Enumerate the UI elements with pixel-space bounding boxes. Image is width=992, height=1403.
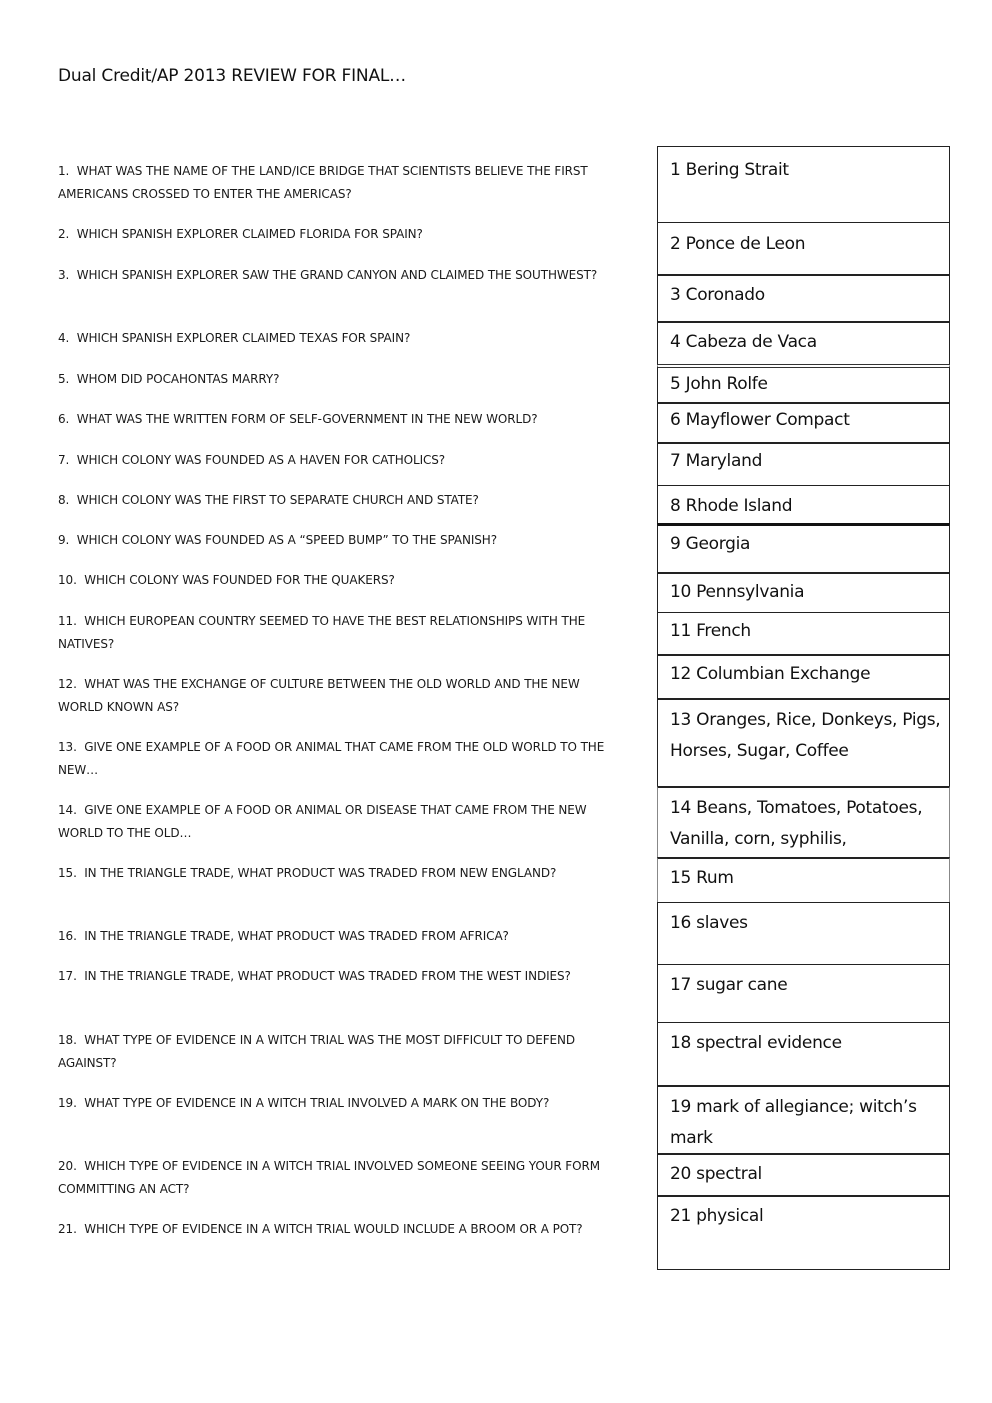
question-item [58, 223, 618, 246]
question-number: 5. [58, 372, 70, 386]
answer-text: 4 Cabeza de Vaca [670, 332, 817, 352]
question-item [58, 489, 618, 512]
answer-box [657, 1153, 950, 1195]
answer-box [657, 321, 950, 364]
answer-text: 21 physical [670, 1206, 764, 1226]
question-text: WHICH COLONY WAS FOUNDED FOR THE QUAKERS? [84, 573, 395, 587]
question-text: WHICH COLONY WAS THE FIRST TO SEPARATE CHURCH AND STATE? [76, 493, 479, 507]
question-number: 19. [58, 1096, 77, 1110]
question-number: 12. [58, 677, 77, 691]
question-item [58, 1155, 618, 1201]
answer-text: 1 Bering Strait [670, 160, 789, 180]
answer-box [657, 1195, 950, 1270]
answer-box [657, 523, 950, 572]
question-item [58, 925, 618, 948]
answer-box [657, 1022, 950, 1085]
question-number: 13. [58, 740, 77, 754]
answer-box [657, 485, 950, 523]
answer-text: 2 Ponce de Leon [670, 234, 806, 254]
answer-text: 20 spectral [670, 1164, 762, 1184]
question-item [58, 1029, 618, 1075]
question-number: 20. [58, 1159, 77, 1173]
answer-column [657, 146, 952, 1270]
question-item [58, 368, 618, 391]
answer-box [657, 786, 950, 857]
question-item [58, 736, 618, 782]
answer-box [657, 364, 950, 402]
question-text: IN THE TRIANGLE TRADE, WHAT PRODUCT WAS TRADED FROM AFRICA? [84, 929, 509, 943]
question-text: WHICH SPANISH EXPLORER CLAIMED FLORIDA FOR SPAIN? [76, 227, 423, 241]
answer-box [657, 902, 950, 964]
question-item [58, 1092, 618, 1115]
question-number: 15. [58, 866, 77, 880]
question-item [58, 1218, 618, 1241]
answer-text: 5 John Rolfe [670, 374, 768, 394]
question-text: WHAT WAS THE WRITTEN FORM OF SELF-GOVERNMENT IN THE NEW WORLD? [76, 412, 538, 426]
question-item [58, 610, 618, 656]
question-text: GIVE ONE EXAMPLE OF A FOOD OR ANIMAL THAT CAME FROM THE OLD WORLD TO THE NEW… [58, 740, 605, 777]
answer-text: 8 Rhode Island [670, 496, 793, 516]
answer-box [657, 857, 950, 902]
question-item [58, 569, 618, 592]
answer-text: 11 French [670, 621, 751, 641]
answer-box [657, 442, 950, 485]
answer-text: 15 Rum [670, 868, 734, 888]
question-text: WHICH TYPE OF EVIDENCE IN A WITCH TRIAL INVOLVED SOMEONE SEEING YOUR FORM COMMITTING AN ACT? [58, 1159, 600, 1196]
question-number: 2. [58, 227, 70, 241]
question-number: 11. [58, 614, 77, 628]
question-text: IN THE TRIANGLE TRADE, WHAT PRODUCT WAS TRADED FROM NEW ENGLAND? [84, 866, 557, 880]
question-text: WHICH EUROPEAN COUNTRY SEEMED TO HAVE THE BEST RELATIONSHIPS WITH THE NATIVES? [58, 614, 586, 651]
answer-text: 13 Oranges, Rice, Donkeys, Pigs, Horses, Sugar, Coffee [670, 710, 941, 761]
question-text: IN THE TRIANGLE TRADE, WHAT PRODUCT WAS TRADED FROM THE WEST INDIES? [84, 969, 571, 983]
question-text: WHAT WAS THE NAME OF THE LAND/ICE BRIDGE THAT SCIENTISTS BELIEVE THE FIRST AMERICANS CROSSED TO ENTER THE AMERICAS? [58, 164, 588, 201]
question-number: 14. [58, 803, 77, 817]
question-number: 1. [58, 164, 70, 178]
question-item [58, 673, 618, 719]
question-item [58, 799, 618, 845]
question-number: 21. [58, 1222, 77, 1236]
question-text: WHAT TYPE OF EVIDENCE IN A WITCH TRIAL WAS THE MOST DIFFICULT TO DEFEND AGAINST? [58, 1033, 576, 1070]
answer-text: 18 spectral evidence [670, 1033, 842, 1053]
answer-text: 3 Coronado [670, 285, 765, 305]
question-item [58, 862, 618, 885]
answer-text: 16 slaves [670, 913, 748, 933]
answer-text: 17 sugar cane [670, 975, 788, 995]
answer-text: 10 Pennsylvania [670, 582, 805, 602]
page-title: Dual Credit/AP 2013 REVIEW FOR FINAL… [58, 66, 406, 86]
question-number: 4. [58, 331, 70, 345]
question-number: 17. [58, 969, 77, 983]
question-item [58, 160, 618, 206]
question-text: WHICH SPANISH EXPLORER SAW THE GRAND CANYON AND CLAIMED THE SOUTHWEST? [76, 268, 598, 282]
question-text: WHOM DID POCAHONTAS MARRY? [76, 372, 280, 386]
question-text: WHICH COLONY WAS FOUNDED AS A HAVEN FOR CATHOLICS? [76, 453, 446, 467]
question-number: 18. [58, 1033, 77, 1047]
question-item [58, 408, 618, 431]
question-number: 6. [58, 412, 70, 426]
answer-box [657, 146, 950, 222]
answer-box [657, 572, 950, 612]
question-text: WHICH COLONY WAS FOUNDED AS A “SPEED BUMP” TO THE SPANISH? [76, 533, 497, 547]
question-item [58, 327, 618, 350]
question-item [58, 965, 618, 988]
answer-box [657, 612, 950, 654]
question-number: 10. [58, 573, 77, 587]
question-text: GIVE ONE EXAMPLE OF A FOOD OR ANIMAL OR DISEASE THAT CAME FROM THE NEW WORLD TO THE OLD… [58, 803, 587, 840]
answer-text: 12 Columbian Exchange [670, 664, 871, 684]
answer-box [657, 222, 950, 274]
question-number: 7. [58, 453, 70, 467]
answer-text: 19 mark of allegiance; witch’s mark [670, 1097, 917, 1148]
answer-box [657, 964, 950, 1022]
answer-box [657, 654, 950, 698]
question-number: 3. [58, 268, 70, 282]
question-text: WHICH SPANISH EXPLORER CLAIMED TEXAS FOR SPAIN? [76, 331, 411, 345]
question-number: 16. [58, 929, 77, 943]
question-text: WHAT WAS THE EXCHANGE OF CULTURE BETWEEN THE OLD WORLD AND THE NEW WORLD KNOWN AS? [58, 677, 580, 714]
question-item [58, 449, 618, 472]
question-text: WHICH TYPE OF EVIDENCE IN A WITCH TRIAL WOULD INCLUDE A BROOM OR A POT? [84, 1222, 583, 1236]
answer-box [657, 698, 950, 786]
answer-text: 7 Maryland [670, 451, 763, 471]
answer-box [657, 1085, 950, 1153]
question-number: 8. [58, 493, 70, 507]
question-item [58, 264, 618, 287]
answer-box [657, 274, 950, 321]
question-number: 9. [58, 533, 70, 547]
answer-text: 6 Mayflower Compact [670, 410, 850, 430]
question-text: WHAT TYPE OF EVIDENCE IN A WITCH TRIAL INVOLVED A MARK ON THE BODY? [84, 1096, 550, 1110]
answer-text: 14 Beans, Tomatoes, Potatoes, Vanilla, corn, syphilis, [670, 798, 923, 849]
answer-box [657, 402, 950, 442]
question-item [58, 529, 618, 552]
answer-text: 9 Georgia [670, 534, 751, 554]
